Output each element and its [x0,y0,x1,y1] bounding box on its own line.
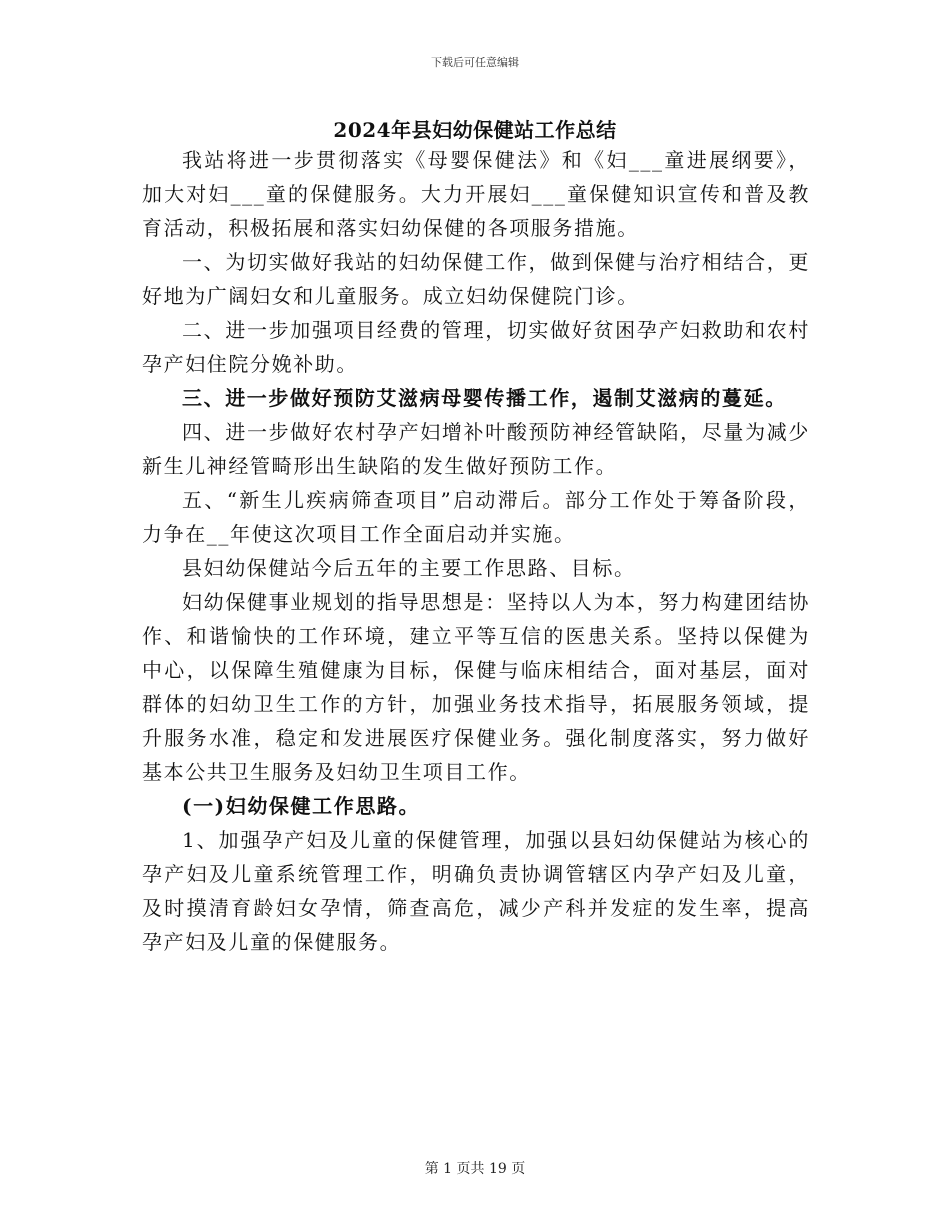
page-number: 第 1 页共 19 页 [424,1161,526,1177]
paragraph-section-1-item-1: 1、加强孕产妇及儿童的保健管理，加强以县妇幼保健站为核心的孕产妇及儿童系统管理工作，明确负责协调管辖区内孕产妇及儿童，及时摸清育龄妇女孕情，筛查高危，减少产科并发症的发生率，提高孕产妇及儿童的保健服务。 [142,828,810,954]
paragraph-item-2: 二、进一步加强项目经费的管理，切实做好贫困孕产妇救助和农村孕产妇住院分娩补助。 [142,318,810,376]
paragraph-intro: 我站将进一步贯彻落实《母婴保健法》和《妇___童进展纲要》，加大对妇___童的保健服务。大力开展妇___童保健知识宣传和普及教育活动，积极拓展和落实妇幼保健的各项服务措施。 [142,148,810,240]
paragraph-item-5: 五、“新生儿疾病筛查项目”启动滞后。部分工作处于筹备阶段，力争在__年使这次项目工作全面启动并实施。 [142,488,810,546]
paragraph-item-1: 一、为切实做好我站的妇幼保健工作，做到保健与治疗相结合，更好地为广阔妇女和儿童服务。成立妇幼保健院门诊。 [142,250,810,308]
paragraph-plan-heading: 县妇幼保健站今后五年的主要工作思路、目标。 [182,556,636,580]
paragraph-item-3: 三、进一步做好预防艾滋病母婴传播工作，遏制艾滋病的蔓延。 [182,386,787,410]
document-body [142,143,810,959]
header-note: 下载后可任意编辑 [431,56,519,69]
paragraph-item-4: 四、进一步做好农村孕产妇增补叶酸预防神经管缺陷，尽量为减少新生儿神经管畸形出生缺陷的发生做好预防工作。 [142,420,810,478]
section-heading-1: (一)妇幼保健工作思路。 [182,794,421,818]
page-title: 2024年县妇幼保健站工作总结 [333,118,617,142]
paragraph-guiding-idea: 妇幼保健事业规划的指导思想是：坚持以人为本，努力构建团结协作、和谐愉快的工作环境，建立平等互信的医患关系。坚持以保健为中心，以保障生殖健康为目标，保健与临床相结合，面对基层，面对群体的妇幼卫生工作的方针，加强业务技术指导，拓展服务领域，提升服务水准，稳定和发进展医疗保健业务。强化制度落实，努力做好基本公共卫生服务及妇幼卫生项目工作。 [142,590,810,784]
